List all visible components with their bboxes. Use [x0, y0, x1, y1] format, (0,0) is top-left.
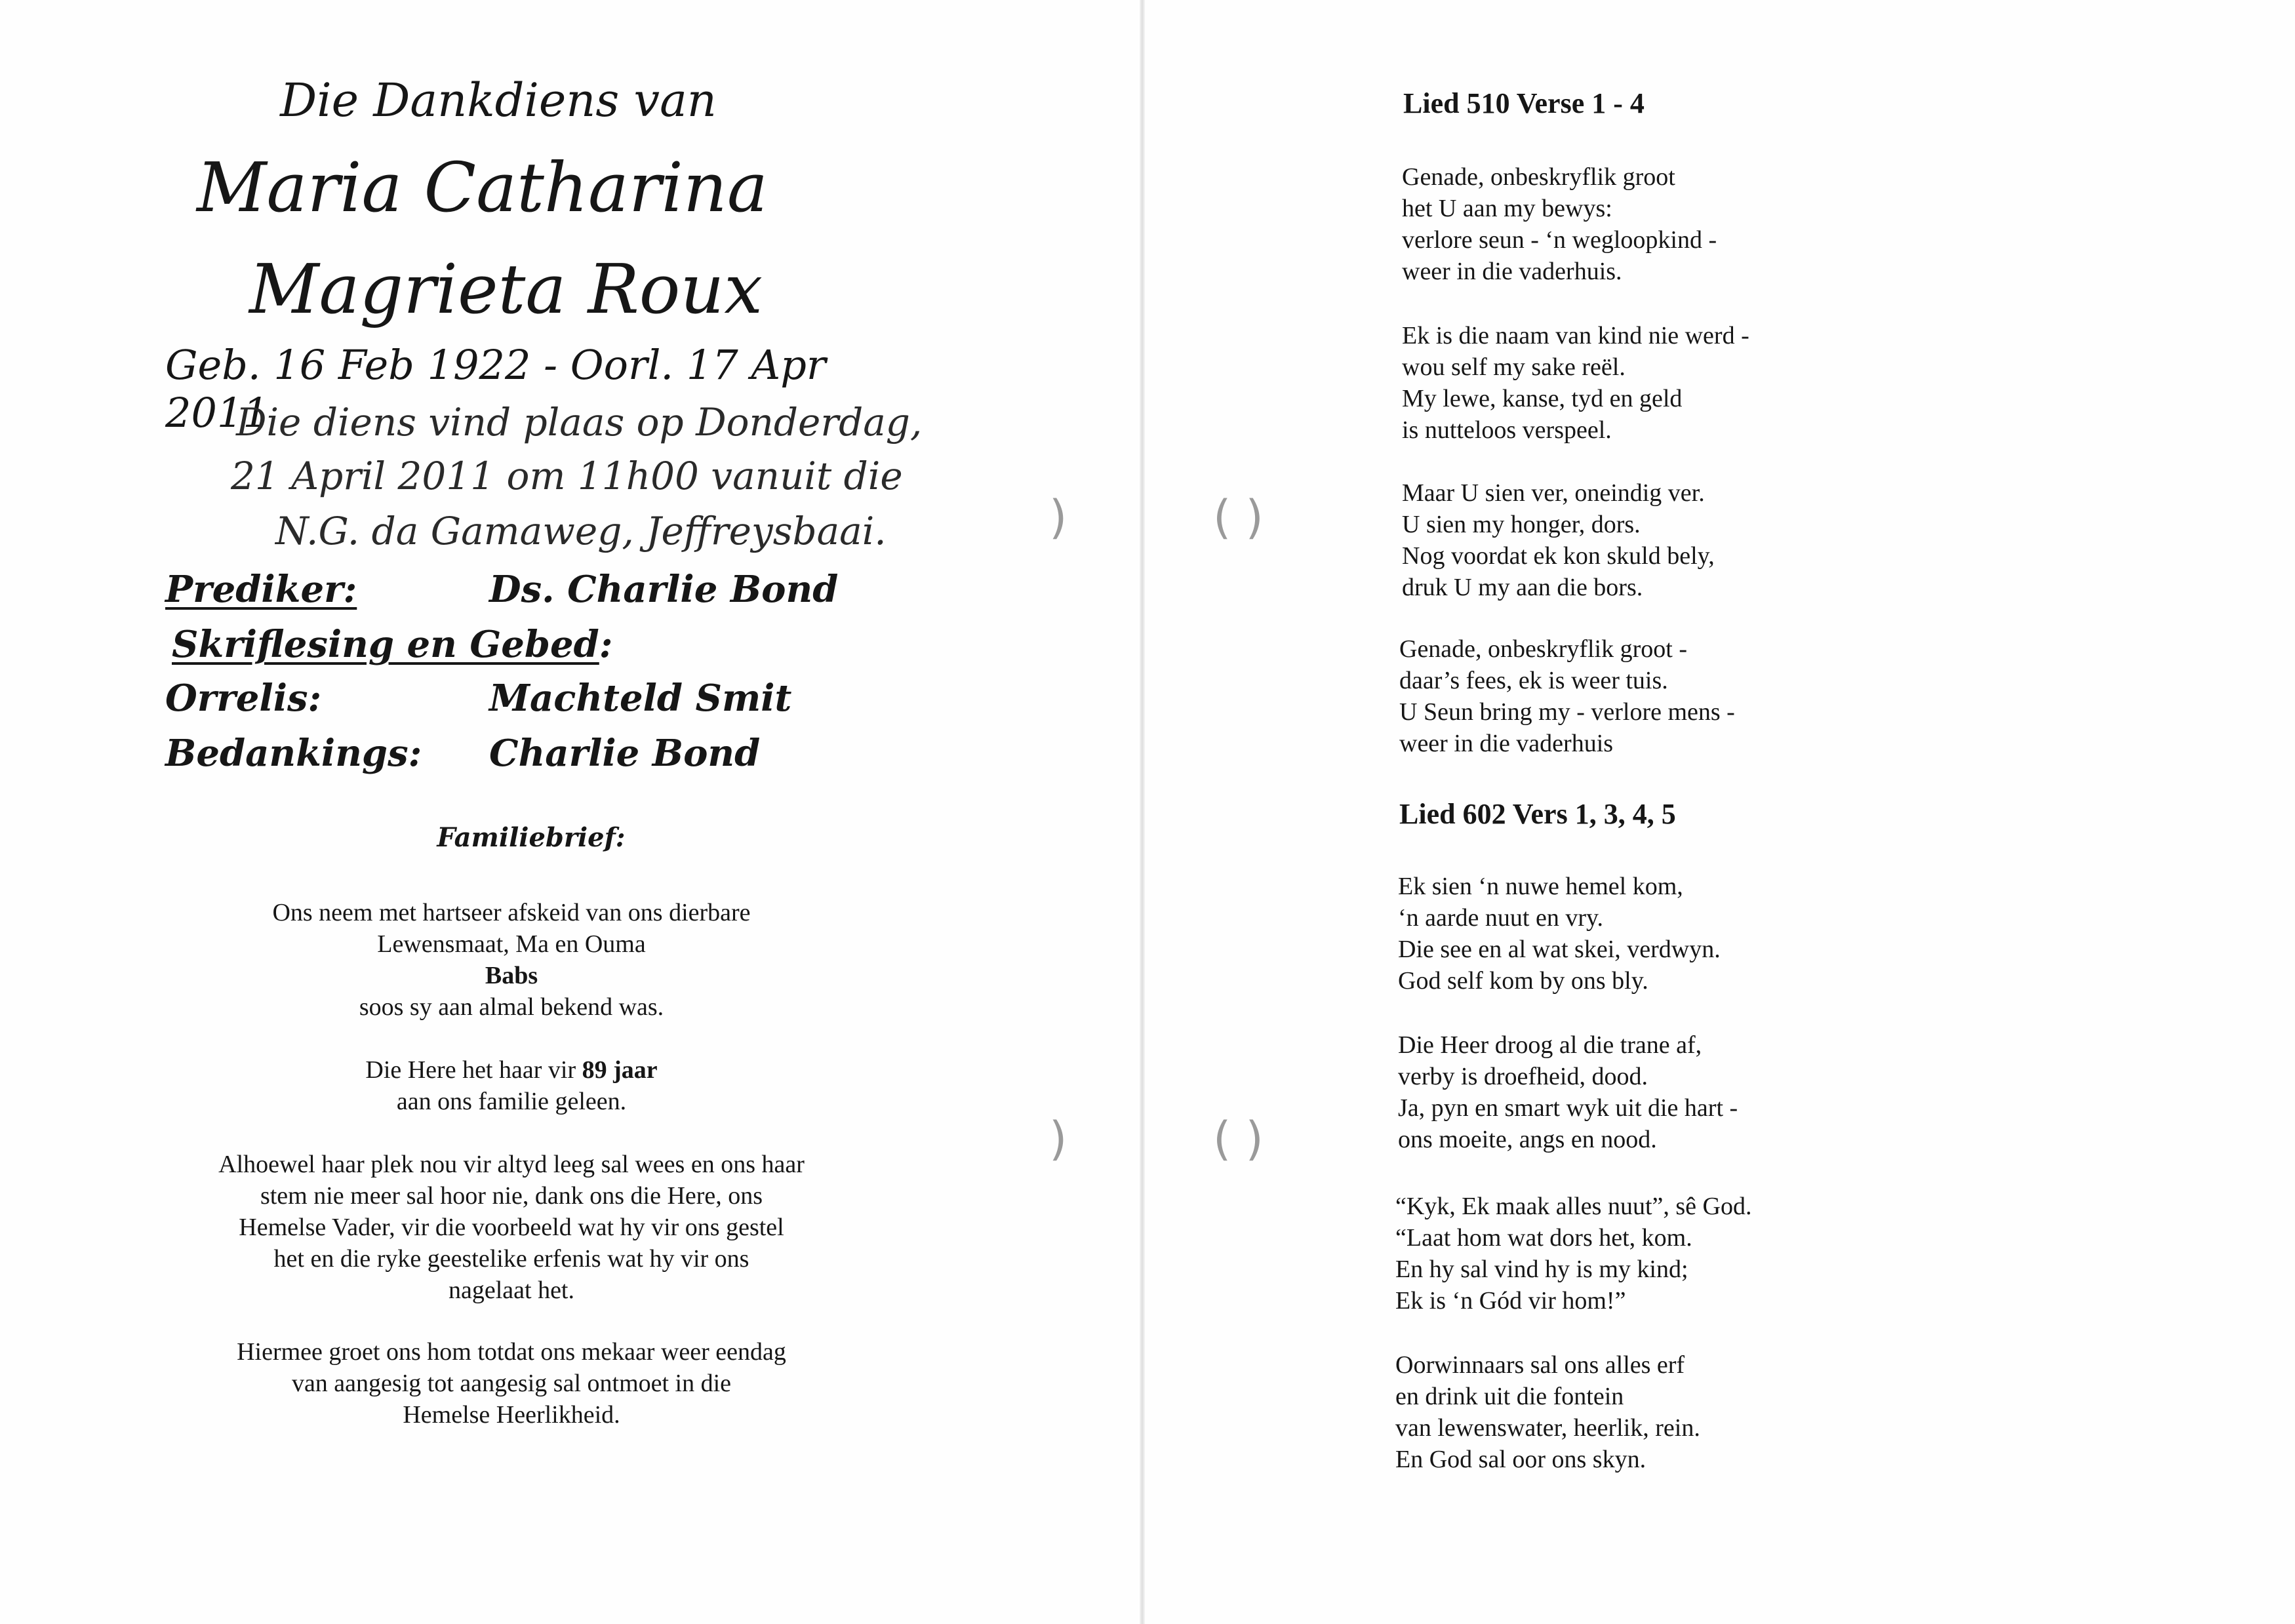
service-detail-line3: N.G. da Gamaweg, Jeffreysbaai.: [275, 509, 887, 553]
service-detail-line1: Die diens vind plaas op Donderdag,: [236, 400, 923, 445]
verse-line: Genade, onbeskryflik groot: [1402, 163, 1675, 191]
hymn-602-verse-5: [1395, 1349, 1700, 1475]
verse-line: God self kom by ons bly.: [1398, 967, 1648, 995]
letter-line: Alhoewel haar plek nou vir altyd leeg sal wees en ons haar: [218, 1151, 805, 1178]
deceased-name-line2: Magrieta Roux: [249, 249, 763, 329]
prediker-name: Ds. Charlie Bond: [489, 568, 839, 611]
verse-line: Die see en al wat skei, verdwyn.: [1398, 936, 1721, 963]
verse-line: daar’s fees, ek is weer tuis.: [1399, 667, 1668, 694]
hymn-602-title: Lied 602 Vers 1, 3, 4, 5: [1399, 798, 1676, 830]
letter-line: het en die ryke geestelike erfenis wat hy vir ons: [273, 1245, 749, 1273]
punch-mark-lower-right: ( ): [1213, 1112, 1264, 1166]
letter-line: stem nie meer sal hoor nie, dank ons die Here, ons: [260, 1182, 763, 1210]
verse-line: ons moeite, angs en nood.: [1398, 1126, 1657, 1153]
letter-line: Lewensmaat, Ma en Ouma: [377, 930, 646, 958]
verse-line: is nutteloos verspeel.: [1402, 416, 1612, 444]
verse-line: en drink uit die fontein: [1395, 1383, 1624, 1410]
bedankings-name: Charlie Bond: [489, 732, 761, 775]
deceased-name-line1: Maria Catharina: [197, 148, 768, 228]
punch-mark-upper-right: ( ): [1213, 490, 1264, 544]
verse-line: van lewenswater, heerlik, rein.: [1395, 1414, 1700, 1442]
birth-death-dates: Geb. 16 Feb 1922 - Oorl. 17 Apr 2011: [165, 341, 826, 437]
verse-line: ‘n aarde nuut en vry.: [1398, 904, 1604, 932]
verse-line: wou self my sake reël.: [1402, 353, 1626, 381]
verse-line: het U aan my bewys:: [1402, 195, 1612, 222]
verse-line: Ja, pyn en smart wyk uit die hart -: [1398, 1094, 1738, 1122]
orrelis-label: Orrelis:: [165, 677, 322, 720]
nickname-babs: Babs: [485, 962, 538, 989]
verse-line: U sien my honger, dors.: [1402, 511, 1641, 538]
letter-line: Hiermee groet ons hom totdat ons mekaar weer eendag: [237, 1338, 786, 1366]
verse-line: My lewe, kanse, tyd en geld: [1402, 385, 1683, 412]
letter-line: aan ons familie geleen.: [396, 1088, 627, 1115]
verse-line: Die Heer droog al die trane af,: [1398, 1031, 1702, 1059]
verse-line: U Seun bring my - verlore mens -: [1399, 698, 1735, 726]
hymn-510-verse-1: [1402, 161, 1717, 287]
service-detail-line2: 21 April 2011 om 11h00 vanuit die: [231, 454, 903, 498]
letter-line: Hemelse Vader, vir die voorbeeld wat hy vir ons gestel: [239, 1214, 784, 1241]
hymn-602-verse-3: [1398, 1029, 1738, 1155]
letter-paragraph-4: [157, 1336, 866, 1431]
letter-paragraph-1: [157, 897, 866, 1023]
right-page: [1142, 0, 2295, 1624]
hymn-510-verse-4: [1399, 633, 1735, 759]
hymn-602-verse-4: [1395, 1191, 1751, 1317]
verse-line: weer in die vaderhuis: [1399, 730, 1614, 757]
skriflesing-colon: :: [599, 623, 613, 666]
hymn-510-verse-3: [1402, 477, 1715, 603]
orrelis-name: Machteld Smit: [489, 677, 792, 720]
letter-paragraph-3: [157, 1149, 866, 1306]
verse-line: Ek is ‘n Gód vir hom!”: [1395, 1287, 1626, 1315]
punch-mark-lower-left: ): [1049, 1112, 1068, 1166]
letter-line: soos sy aan almal bekend was.: [359, 993, 664, 1021]
verse-line: Nog voordat ek kon skuld bely,: [1402, 542, 1715, 570]
verse-line: Maar U sien ver, oneindig ver.: [1402, 479, 1705, 507]
hymn-602-verse-1: [1398, 871, 1721, 997]
age-years: 89 jaar: [582, 1056, 658, 1084]
verse-line: Ek is die naam van kind nie werd -: [1402, 322, 1749, 349]
letter-line: [157, 1054, 866, 1086]
verse-line: “Kyk, Ek maak alles nuut”, sê God.: [1395, 1193, 1752, 1220]
punch-mark-upper-left: ): [1049, 490, 1068, 544]
letter-line: Hemelse Heerlikheid.: [403, 1401, 620, 1429]
verse-line: En hy sal vind hy is my kind;: [1395, 1256, 1688, 1283]
letter-line: Ons neem met hartseer afskeid van ons dierbare: [272, 899, 751, 926]
verse-line: Ek sien ‘n nuwe hemel kom,: [1398, 873, 1683, 900]
letter-text: Die Here het haar vir: [365, 1056, 582, 1084]
verse-line: Oorwinnaars sal ons alles erf: [1395, 1351, 1685, 1379]
skriflesing-label-text: Skriflesing en Gebed: [172, 623, 599, 666]
page-fold: [1140, 0, 1145, 1624]
familiebrief-heading: Familiebrief:: [437, 822, 626, 853]
service-intro: Die Dankdiens van: [280, 73, 717, 127]
verse-line: En God sal oor ons skyn.: [1395, 1446, 1646, 1473]
verse-line: verby is droefheid, dood.: [1398, 1063, 1648, 1090]
hymn-510-verse-2: [1402, 320, 1749, 446]
prediker-label: Prediker:: [165, 568, 357, 611]
letter-line: van aangesig tot aangesig sal ontmoet in die: [291, 1370, 732, 1397]
verse-line: weer in die vaderhuis.: [1402, 258, 1622, 285]
verse-line: Genade, onbeskryflik groot -: [1399, 635, 1687, 663]
verse-line: “Laat hom wat dors het, kom.: [1395, 1224, 1692, 1252]
verse-line: druk U my aan die bors.: [1402, 574, 1643, 601]
bedankings-label: Bedankings:: [165, 732, 422, 775]
verse-line: verlore seun - ‘n wegloopkind -: [1402, 226, 1717, 254]
letter-paragraph-2: [157, 1054, 866, 1117]
hymn-510-title: Lied 510 Verse 1 - 4: [1403, 87, 1645, 119]
letter-line: nagelaat het.: [448, 1277, 574, 1304]
skriflesing-label: [172, 623, 612, 666]
